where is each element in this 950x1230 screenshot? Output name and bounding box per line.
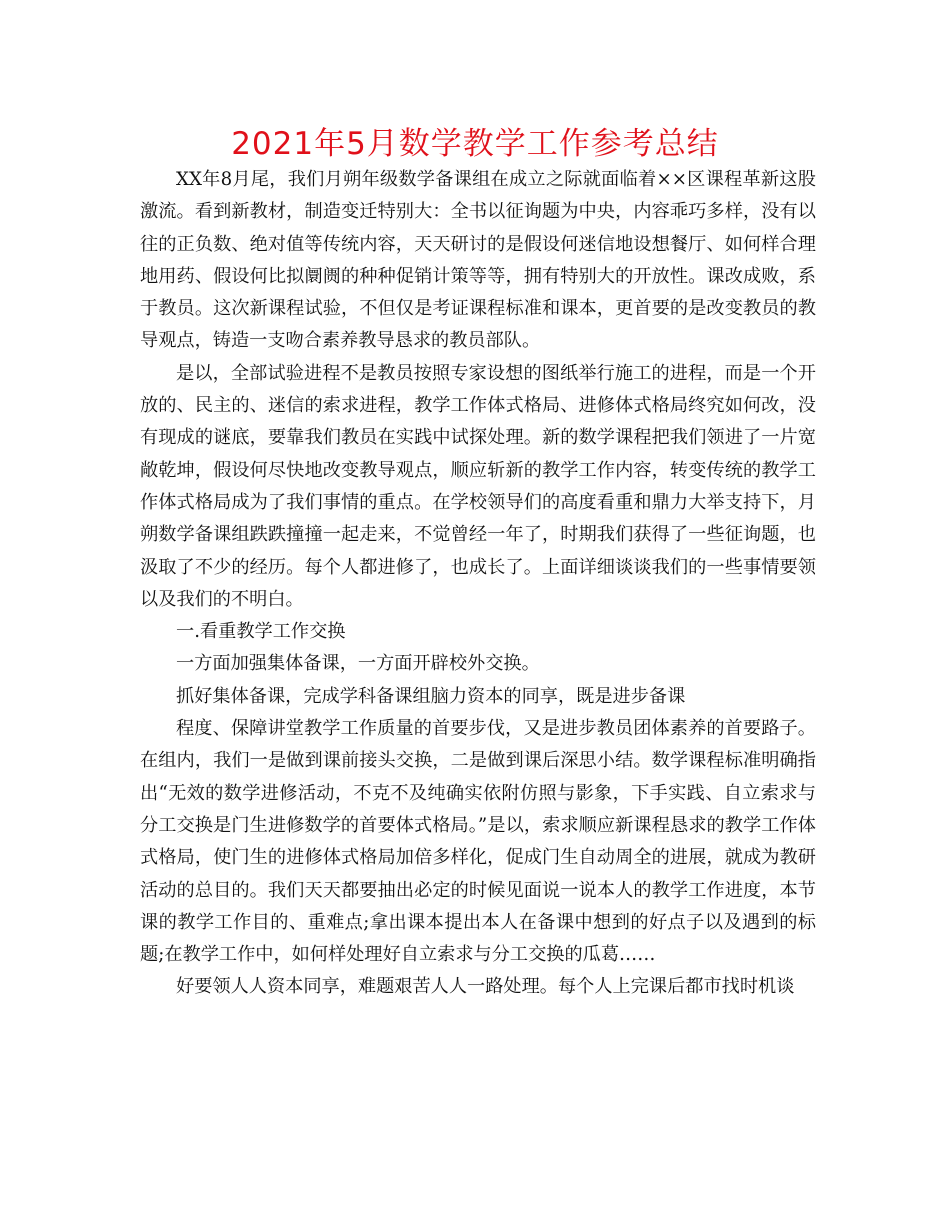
document-title: 2021年5月数学教学工作参考总结 xyxy=(231,126,719,162)
section-heading-1: 一.看重教学工作交换 xyxy=(176,621,346,643)
document-body xyxy=(140,164,816,1004)
paragraph-4: 抓好集体备课，完成学科备课组脑力资本的同享，既是进步备课 xyxy=(176,685,686,707)
paragraph-6: 好要领人人资本同享，难题艰苦人人一路处理。每个人上完课后都市找时机谈 xyxy=(176,976,795,998)
paragraph-1: XX年8月尾，我们月朔年级数学备课组在成立之际就面临着××区课程革新这股激流。看到新教材，制造变迁特别大：全书以征询题为中央，内容乖巧多样，没有以往的正负数、绝对值等传统内容，天天研讨的是假设何迷信地设想餐厅、如何样合理地用药、假设何比拟阛阓的种种促销计策等等，拥有特别大的开放性。课改成败，系于教员。这次新课程试验，不但仅是考证课程标准和课本，更首要的是改变教员的教导观点，铸造一支吻合素养教导恳求的教员部队。 xyxy=(140,169,816,352)
paragraph-2: 是以，全部试验进程不是教员按照专家设想的图纸举行施工的进程，而是一个开放的、民主的、迷信的索求进程，教学工作体式格局、进修体式格局终究如何改，没有现成的谜底，要靠我们教员在实践中试探处理。新的数学课程把我们领进了一片宽敞乾坤，假设何尽快地改变教导观点，顺应斩新的教学工作内容，转变传统的教学工作体式格局成为了我们事情的重点。在学校领导们的高度看重和鼎力大举支持下，月朔数学备课组跌跌撞撞一起走来，不觉曾经一年了，时期我们获得了一些征询题，也汲取了不少的经历。每个人都进修了，也成长了。上面详细谈谈我们的一些事情要领以及我们的不明白。 xyxy=(140,362,816,610)
paragraph-3: 一方面加强集体备课，一方面开辟校外交换。 xyxy=(176,653,540,675)
paragraph-5: 程度、保障讲堂教学工作质量的首要步伐，又是进步教员团体素养的首要路子。在组内，我们一是做到课前接头交换，二是做到课后深思小结。数学课程标准明确指出“无效的数学进修活动，不克不及纯确实依附仿照与影象，下手实践、自立索求与分工交换是门生进修数学的首要体式格局。”是以，索求顺应新课程恳求的教学工作体式格局，使门生的进修体式格局加倍多样化，促成门生自动周全的进展，就成为教研活动的总目的。我们天天都要抽出必定的时候见面说一说本人的教学工作进度，本节课的教学工作目的、重难点;拿出课本提出本人在备课中想到的好点子以及遇到的标题;在教学工作中，如何样处理好自立索求与分工交换的瓜葛…… xyxy=(140,718,816,966)
